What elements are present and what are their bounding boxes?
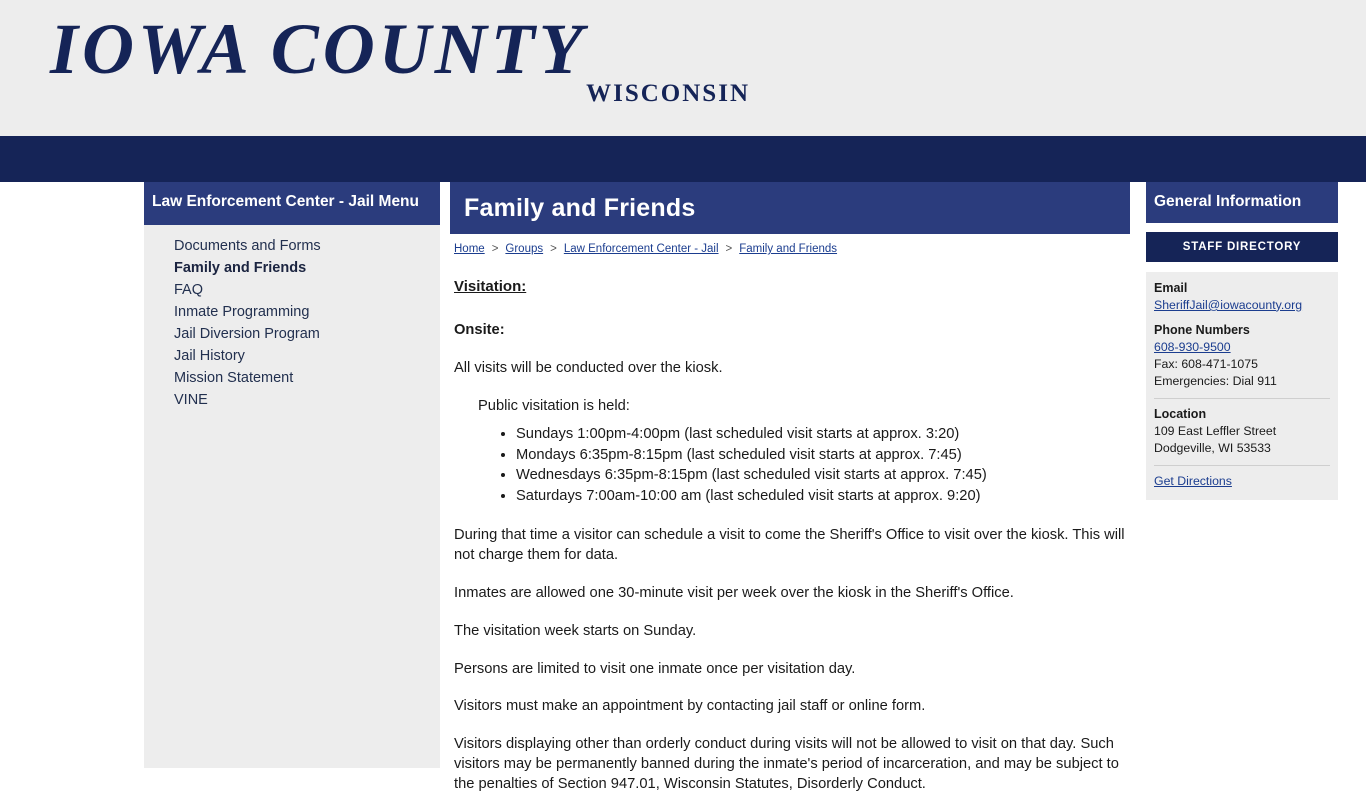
sidebar-item-label: VINE [174,391,208,408]
page-title: Family and Friends [464,193,696,222]
paragraph-conduct: Visitors displaying other than orderly conduct during visits will not be allowed to visit on that day. Such visitors may be permanently banned during the inmate's period of incarceration, and may be subject to the penalties of Section 947.01, Wisconsin Statutes, Disorderly Conduct. [454,736,1119,792]
list-item: • Sundays 1:00pm-4:00pm (last scheduled visit starts at approx. 3:20) [516,425,1130,446]
address-line-1: 109 East Leffler Street [1154,424,1277,438]
site-header [0,0,1366,136]
sidebar-item-label: Documents and Forms [174,237,321,254]
heading-visitation: Visitation: [454,278,527,295]
breadcrumb-separator: > [491,243,499,255]
sidebar-item-vine[interactable] [144,389,440,411]
sidebar-title: Law Enforcement Center - Jail Menu [144,182,440,225]
paragraph-weekly-visit: Inmates are allowed one 30-minute visit per week over the kiosk in the Sheriff's Office. [454,584,1014,601]
logo-subtitle: WISCONSIN [586,79,750,107]
staff-directory-button[interactable]: STAFF DIRECTORY [1146,232,1338,262]
sidebar-item-mission-statement[interactable] [144,367,440,389]
paragraph-schedule-visit: During that time a visitor can schedule a visit to come the Sheriff's Office to visit over the kiosk. This will not charge them for data. [454,527,1125,563]
sidebar-menu [144,225,440,411]
paragraph-week-start: The visitation week starts on Sunday. [454,622,697,639]
heading-onsite: Onsite: [454,322,505,339]
sidebar-item-label: Jail History [174,347,245,364]
sidebar-item-jail-history[interactable] [144,345,440,367]
general-information-title: General Information [1146,182,1338,223]
info-divider [1154,398,1330,399]
sidebar-item-label: Family and Friends [174,259,307,276]
list-item: • Saturdays 7:00am-10:00 am (last scheduled visit starts at approx. 9:20) [516,487,1130,508]
fax-value: Fax: 608-471-1075 [1154,356,1258,371]
email-group [1154,280,1330,313]
sidebar-item-label: Jail Diversion Program [174,325,320,342]
get-directions-link[interactable]: Get Directions [1154,474,1232,489]
site-logo[interactable] [50,9,770,108]
general-information-panel [1146,182,1338,500]
breadcrumb [450,234,1130,261]
sidebar-item-documents-and-forms[interactable] [144,235,440,257]
address-line-2: Dodgeville, WI 53533 [1154,440,1271,455]
sidebar-item-faq[interactable] [144,279,440,301]
breadcrumb-item-groups[interactable]: Groups [505,243,544,255]
primary-nav-bar[interactable] [0,136,1366,182]
sidebar [144,182,440,768]
article-body [450,277,1130,795]
contact-info-box [1146,272,1338,500]
location-label: Location [1154,407,1207,422]
sidebar-item-label: Mission Statement [174,369,294,386]
main-content [450,182,1130,795]
visitation-schedule-list [454,425,1130,508]
breadcrumb-separator: > [550,243,557,255]
paragraph-one-inmate: Persons are limited to visit one inmate once per visitation day. [454,660,856,677]
email-link[interactable]: SheriffJail@iowacounty.org [1154,297,1303,312]
sidebar-item-family-and-friends[interactable] [144,257,440,279]
breadcrumb-item-family-and-friends[interactable]: Family and Friends [739,243,838,255]
breadcrumb-separator: > [725,243,733,255]
location-group [1154,406,1330,456]
phone-group [1154,322,1330,389]
logo-title: IOWA COUNTY [50,9,587,89]
list-item: • Mondays 6:35pm-8:15pm (last scheduled visit starts at approx. 7:45) [516,446,1130,467]
sidebar-item-label: Inmate Programming [174,303,310,320]
sidebar-item-inmate-programming[interactable] [144,301,440,323]
paragraph-appointment: Visitors must make an appointment by contacting jail staff or online form. [454,698,926,715]
list-item: • Wednesdays 6:35pm-8:15pm (last scheduled visit starts at approx. 7:45) [516,466,1130,487]
breadcrumb-item-law-enforcement-center-jail[interactable]: Law Enforcement Center - Jail [563,243,719,255]
info-divider [1154,465,1330,466]
email-label: Email [1154,281,1188,295]
sidebar-item-label: FAQ [174,281,204,298]
paragraph-kiosk: All visits will be conducted over the kiosk. [454,360,723,377]
phone-link[interactable]: 608-930-9500 [1154,340,1231,355]
phone-label: Phone Numbers [1154,323,1250,338]
sidebar-item-jail-diversion-program[interactable] [144,323,440,345]
paragraph-public-visitation: Public visitation is held: [478,397,630,414]
page-title-bar [450,182,1130,234]
emergency-value: Emergencies: Dial 911 [1154,373,1277,388]
breadcrumb-item-home[interactable]: Home [454,243,485,255]
